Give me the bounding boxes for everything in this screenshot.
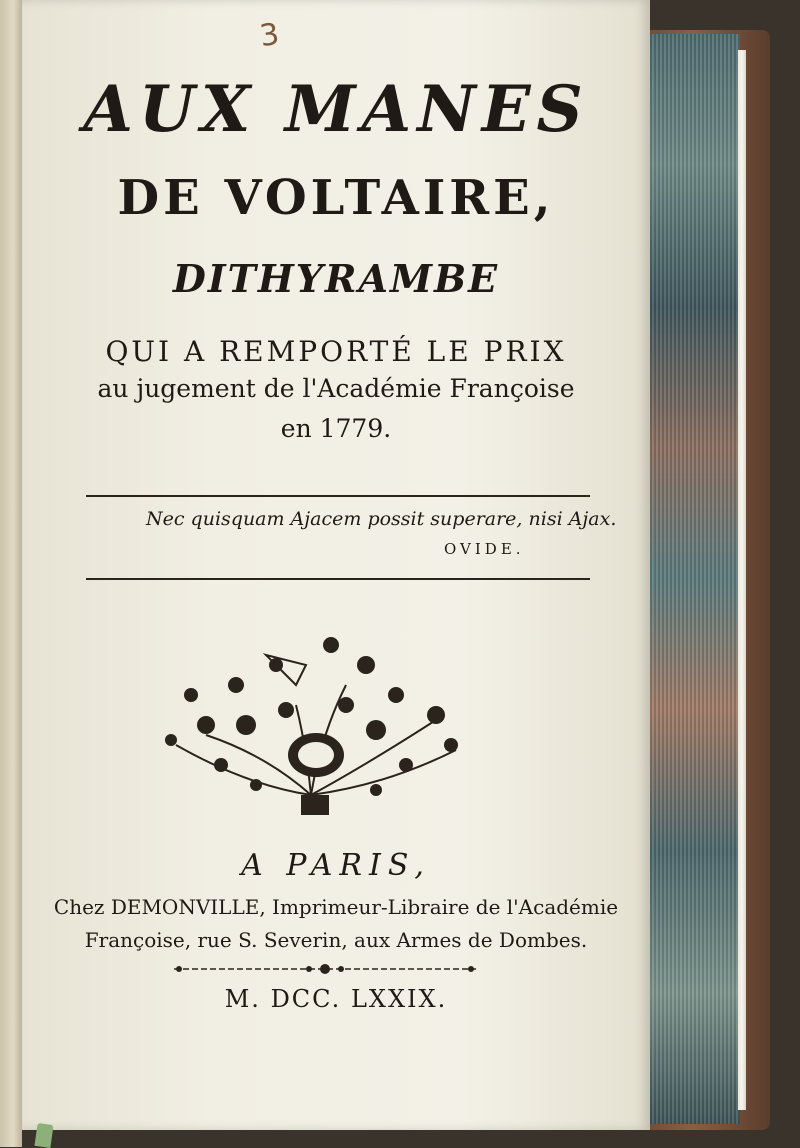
pencil-mark: 3: [257, 16, 282, 55]
subtitle-year: en 1779.: [280, 414, 392, 443]
title-line-3: DITHYRAMBE: [172, 256, 500, 301]
subtitle-line-1: QUI A REMPORTÉ LE PRIX: [105, 335, 567, 368]
epigraph-author: OVIDE.: [444, 540, 525, 558]
facing-page-edge: [0, 0, 22, 1147]
fleuron-divider-icon: [174, 962, 476, 976]
imprint-line-2: Françoise, rue S. Severin, aux Armes de Dombes.: [84, 928, 588, 952]
floral-trophy-vignette-icon: [146, 625, 476, 825]
bookmark-ribbon: [34, 1123, 53, 1148]
title-line-1: AUX MANES: [83, 72, 589, 147]
title-page: [22, 0, 650, 1130]
epigraph: Nec quisquam Ajacem possit superare, nisi Ajax.: [146, 508, 617, 530]
marbled-fore-edge: [648, 34, 740, 1124]
imprint-line-1: Chez DEMONVILLE, Imprimeur-Libraire de l'Académie: [53, 895, 619, 919]
publication-date: M. DCC. LXXIX.: [224, 985, 448, 1013]
title-line-2: DE VOLTAIRE,: [117, 170, 555, 226]
top-rule: [86, 495, 590, 497]
bottom-rule: [86, 578, 590, 580]
imprint-city: A PARIS,: [241, 848, 431, 883]
subtitle-line-2: au jugement de l'Académie Françoise: [97, 374, 575, 403]
page-block-edge: [738, 50, 746, 1110]
